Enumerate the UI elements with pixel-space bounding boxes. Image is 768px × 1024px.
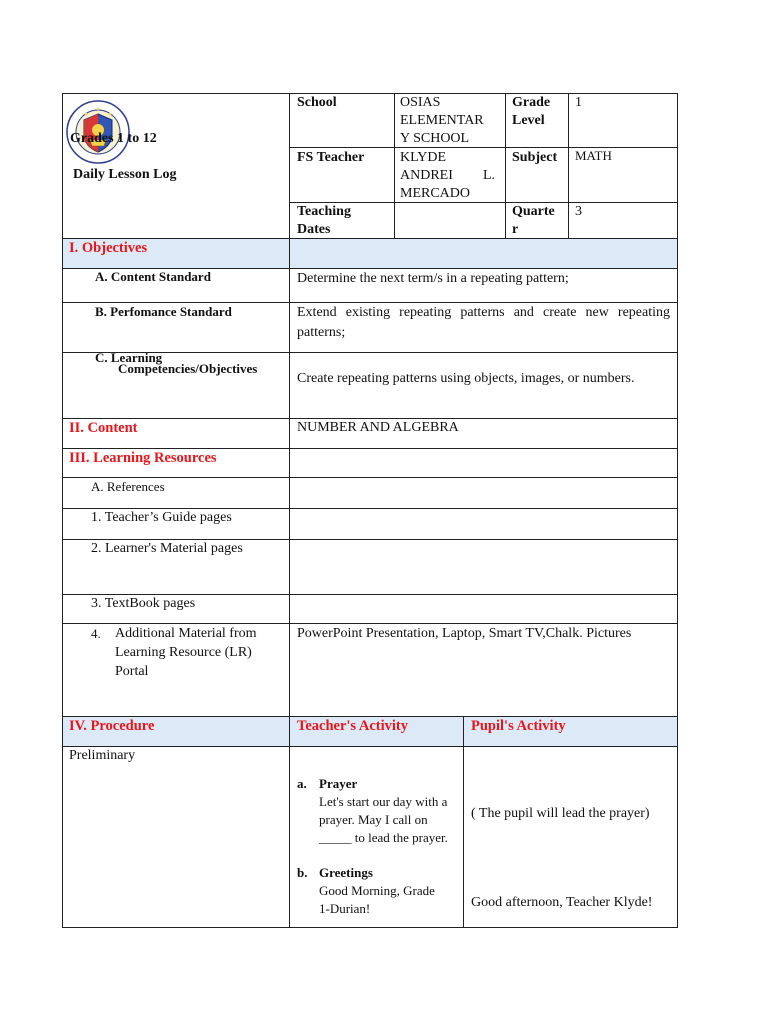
table-rule	[62, 746, 678, 747]
objectives-row-fill	[63, 238, 677, 268]
additional-material-value: PowerPoint Presentation, Laptop, Smart TV,Chalk. Pictures	[297, 626, 632, 641]
teachers-activity-heading: Teacher's Activity	[297, 718, 409, 734]
content-heading: II. Content	[69, 420, 138, 436]
teacher-value-3: MERCADO	[400, 186, 471, 201]
performance-standard-line-1: Extend existing repeating patterns and create new repeating	[297, 305, 670, 320]
additional-material-label-2: Learning Resource (LR)	[115, 645, 252, 660]
quarter-label-2: r	[512, 222, 519, 237]
table-border	[62, 927, 678, 928]
prayer-text-3: _____ to lead the prayer.	[319, 830, 448, 845]
table-rule	[289, 93, 290, 928]
competencies-label-2: Competencies/Objectives	[118, 361, 258, 376]
learners-material-label: 2. Learner's Material pages	[91, 541, 243, 556]
table-border	[62, 93, 63, 928]
grades-label: Grades 1 to 12	[70, 131, 157, 146]
table-border	[677, 93, 678, 928]
table-rule	[568, 93, 569, 239]
teacher-value-initial: L.	[483, 168, 496, 183]
prayer-marker: a.	[297, 776, 307, 791]
additional-material-label-3: Portal	[115, 664, 149, 679]
table-rule	[463, 716, 464, 928]
table-border	[62, 93, 678, 94]
school-label: School	[297, 95, 337, 110]
performance-standard-label: B. Perfomance Standard	[95, 304, 232, 319]
additional-material-label-1: Additional Material from	[115, 626, 257, 641]
preliminary-label: Preliminary	[69, 748, 136, 763]
additional-material-number: 4.	[91, 626, 101, 641]
teacher-value-2: ANDREI	[400, 168, 453, 183]
textbook-label: 3. TextBook pages	[91, 596, 196, 611]
pupils-activity-heading: Pupil's Activity	[471, 718, 566, 734]
prayer-title: Prayer	[319, 776, 358, 791]
teachers-guide-label: 1. Teacher’s Guide pages	[91, 510, 232, 525]
daily-lesson-log-title: Daily Lesson Log	[73, 167, 177, 182]
teacher-value-1: KLYDE	[400, 150, 447, 165]
teaching-dates-label-2: Dates	[297, 222, 331, 237]
quarter-value: 3	[575, 204, 582, 219]
learning-resources-heading: III. Learning Resources	[69, 450, 217, 466]
greetings-text-2: 1-Durian!	[319, 901, 371, 916]
content-value: NUMBER AND ALGEBRA	[297, 420, 459, 435]
school-value-2: ELEMENTAR	[400, 113, 484, 128]
content-standard-value: Determine the next term/s in a repeating pattern;	[297, 271, 569, 286]
teaching-dates-label-1: Teaching	[297, 204, 351, 219]
school-value-1: OSIAS	[400, 95, 441, 110]
greetings-response: Good afternoon, Teacher Klyde!	[471, 895, 653, 910]
greetings-text-1: Good Morning, Grade	[319, 883, 435, 898]
quarter-label-1: Quarte	[512, 204, 555, 219]
table-rule	[394, 93, 395, 239]
performance-standard-line-2: patterns;	[297, 325, 346, 340]
prayer-text-2: prayer. May I call on	[319, 812, 428, 827]
greetings-marker: b.	[297, 865, 308, 880]
subject-value: MATH	[575, 148, 612, 163]
procedure-heading: IV. Procedure	[69, 718, 155, 734]
references-label: A. References	[91, 479, 165, 494]
school-value-3: Y SCHOOL	[400, 131, 470, 146]
table-rule	[505, 93, 506, 239]
objectives-heading: I. Objectives	[69, 240, 148, 256]
content-standard-label: A. Content Standard	[95, 269, 211, 284]
competencies-value: Create repeating patterns using objects, images, or numbers.	[297, 371, 635, 386]
teacher-label: FS Teacher	[297, 150, 365, 165]
table-rule	[289, 147, 678, 148]
competencies-label-1: C. Learning	[95, 350, 163, 365]
subject-label: Subject	[512, 150, 558, 165]
prayer-text-1: Let's start our day with a	[319, 794, 448, 809]
table-rule	[62, 623, 678, 624]
greetings-title: Greetings	[319, 865, 373, 880]
grade-level-label-1: Grade	[512, 95, 551, 110]
grade-level-value: 1	[575, 95, 582, 110]
grade-level-label-2: Level	[512, 113, 545, 128]
table-rule	[62, 238, 678, 239]
prayer-response: ( The pupil will lead the prayer)	[471, 806, 650, 821]
